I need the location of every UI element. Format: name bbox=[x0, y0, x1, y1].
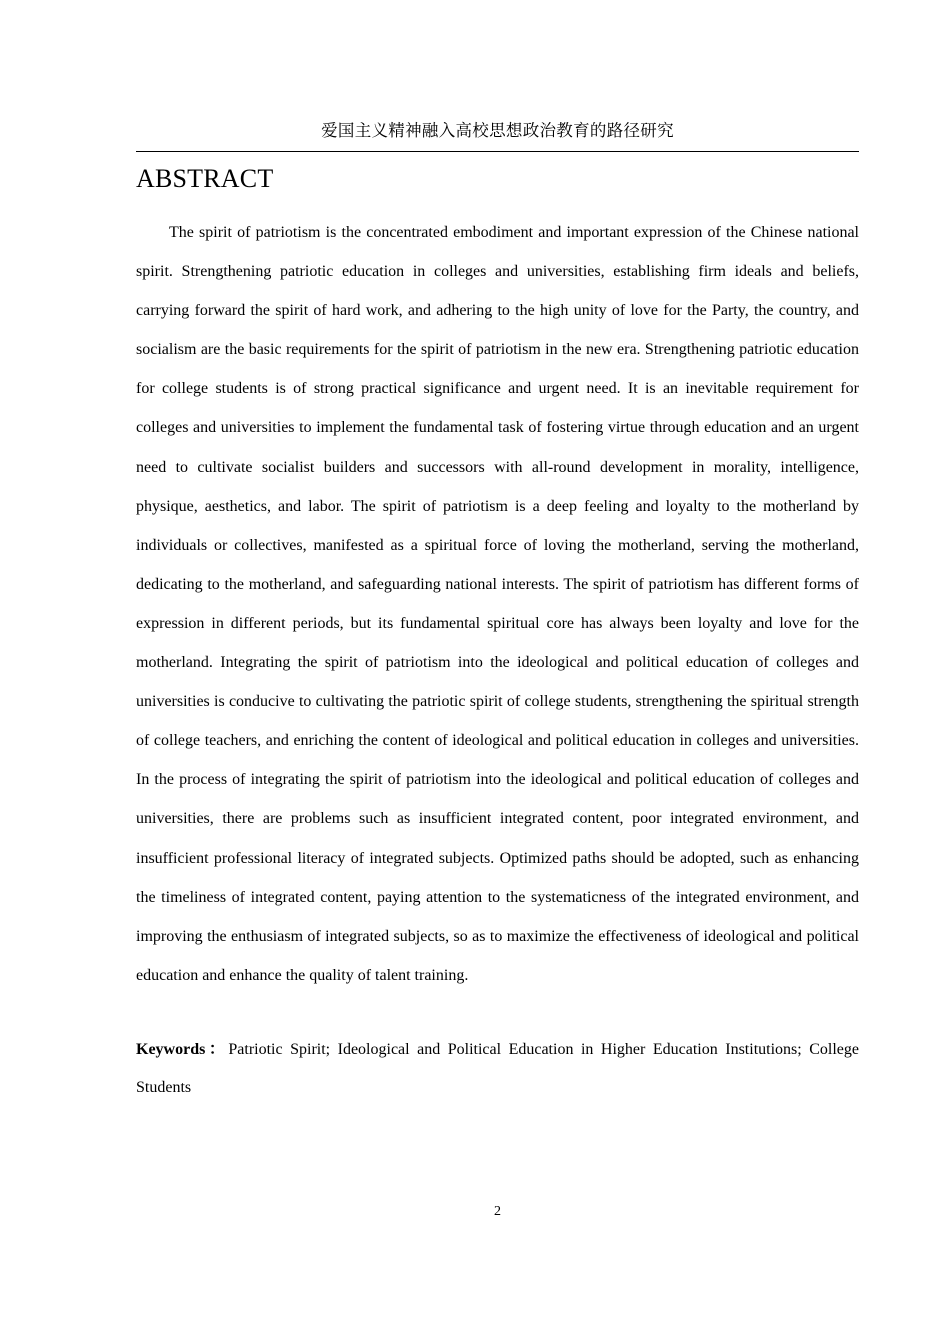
running-header-title: 爱国主义精神融入高校思想政治教育的路径研究 bbox=[321, 121, 674, 140]
abstract-paragraph: The spirit of patriotism is the concentrated embodiment and important expression of the Chinese national spirit. Strengthening patriotic education in colleges and universities, establishing firm ideals and beliefs, carrying forward the spirit of hard work, and adhering to the high unity of love for the Party, the country, and socialism are the basic requirements for the spirit of patriotism in the new era. Strengthening patriotic education for college students is of strong practical significance and urgent need. It is an inevitable requirement for colleges and universities to implement the fundamental task of fostering virtue through education and an urgent need to cultivate socialist builders and successors with all-round development in morality, intelligence, physique, aesthetics, and labor. The spirit of patriotism is a deep feeling and loyalty to the motherland by individuals or collectives, manifested as a spiritual force of loving the motherland, serving the motherland, dedicating to the motherland, and safeguarding national interests. The spirit of patriotism has different forms of expression in different periods, but its fundamental spiritual core has always been loyalty and love for the motherland. Integrating the spirit of patriotism into the ideological and political education of colleges and universities is conducive to cultivating the patriotic spirit of college students, strengthening the spiritual strength of college teachers, and enriching the content of ideological and political education in colleges and universities. In the process of integrating the spirit of patriotism into the ideological and political education of colleges and universities, there are problems such as insufficient integrated content, poor integrated environment, and insufficient professional literacy of integrated subjects. Optimized paths should be adopted, such as enhancing the timeliness of integrated content, paying attention to the systematicness of the integrated environment, and improving the enthusiasm of integrated subjects, so as to maximize the effectiveness of ideological and political education and enhance the quality of talent training. bbox=[136, 224, 859, 984]
document-page bbox=[136, 0, 859, 1344]
header-divider bbox=[136, 151, 859, 152]
abstract-heading: ABSTRACT bbox=[136, 164, 274, 193]
keywords-line bbox=[136, 1031, 859, 1107]
page-number: 2 bbox=[494, 1204, 501, 1219]
keywords-text: Patriotic Spirit; Ideological and Political Education in Higher Education Institutions; College Students bbox=[136, 1041, 859, 1096]
keywords-label: Keywords： bbox=[136, 1041, 229, 1058]
